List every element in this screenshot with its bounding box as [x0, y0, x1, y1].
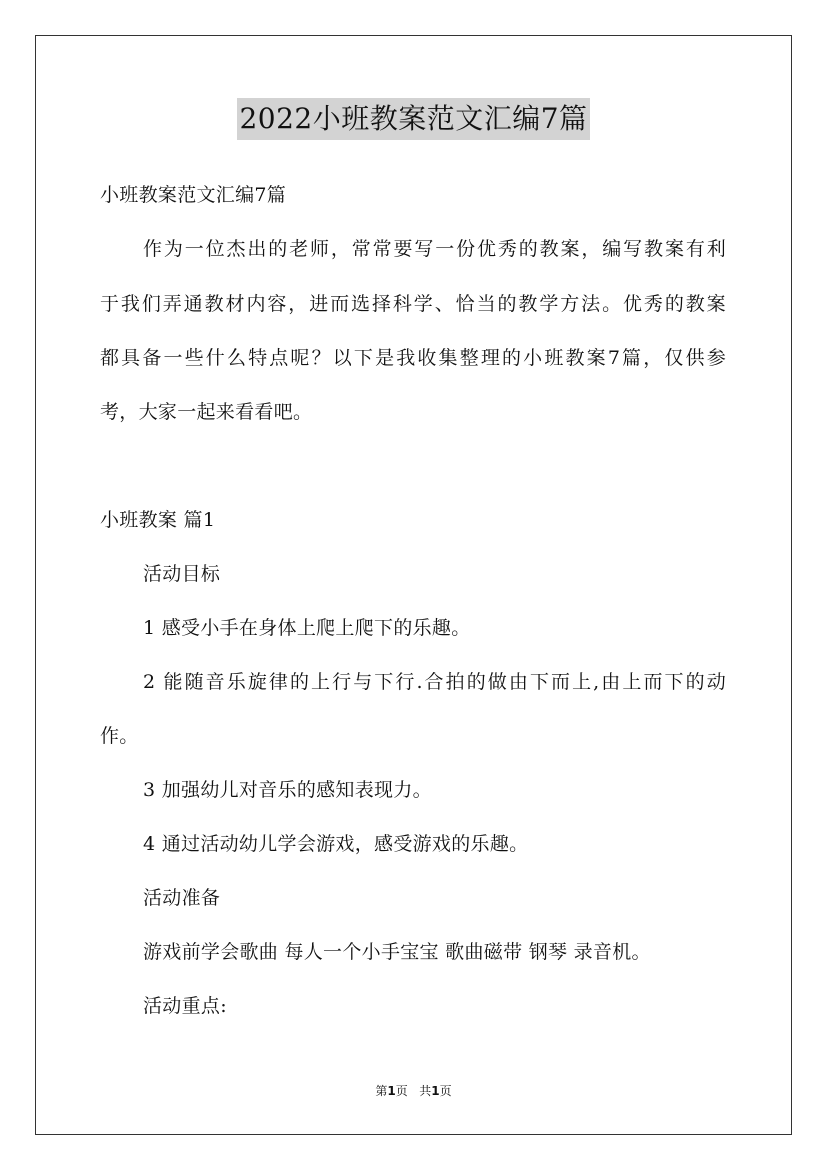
document-subtitle: 小班教案范文汇编7篇	[100, 184, 287, 206]
footer-total-prefix: 共	[419, 1084, 432, 1098]
focus-heading: 活动重点:	[143, 995, 227, 1017]
footer-page-total: 1	[431, 1084, 440, 1098]
goal-item-2-line-2: 作。	[100, 725, 139, 747]
intro-line-1: 作为一位杰出的老师，常常要写一份优秀的教案，编写教案有利	[143, 238, 726, 260]
activity-goal-heading: 活动目标	[143, 563, 221, 585]
goal-item-3: 3 加强幼儿对音乐的感知表现力。	[143, 779, 432, 801]
intro-line-4: 考，大家一起来看看吧。	[100, 401, 313, 423]
footer-page-suffix: 页	[395, 1084, 408, 1098]
footer-total-suffix: 页	[439, 1084, 452, 1098]
goal-item-1: 1 感受小手在身体上爬上爬下的乐趣。	[143, 617, 471, 639]
goal-item-2-line-1: 2 能随音乐旋律的上行与下行.合拍的做由下而上,由上而下的动	[143, 671, 726, 693]
document-title: 2022小班教案范文汇编7篇	[237, 98, 589, 140]
intro-line-3: 都具备一些什么特点呢？以下是我收集整理的小班教案7篇，仅供参	[100, 347, 726, 369]
goal-item-4: 4 通过活动幼儿学会游戏，感受游戏的乐趣。	[143, 833, 529, 855]
footer-page-current: 1	[387, 1084, 396, 1098]
title-container	[0, 98, 827, 140]
preparation-text: 游戏前学会歌曲 每人一个小手宝宝 歌曲磁带 钢琴 录音机。	[143, 941, 651, 963]
intro-line-2: 于我们弄通教材内容，进而选择科学、恰当的教学方法。优秀的教案	[100, 293, 726, 315]
footer-page-prefix: 第	[375, 1084, 388, 1098]
section-heading: 小班教案 篇1	[100, 509, 216, 531]
preparation-heading: 活动准备	[143, 887, 221, 909]
page-footer	[0, 1083, 827, 1099]
